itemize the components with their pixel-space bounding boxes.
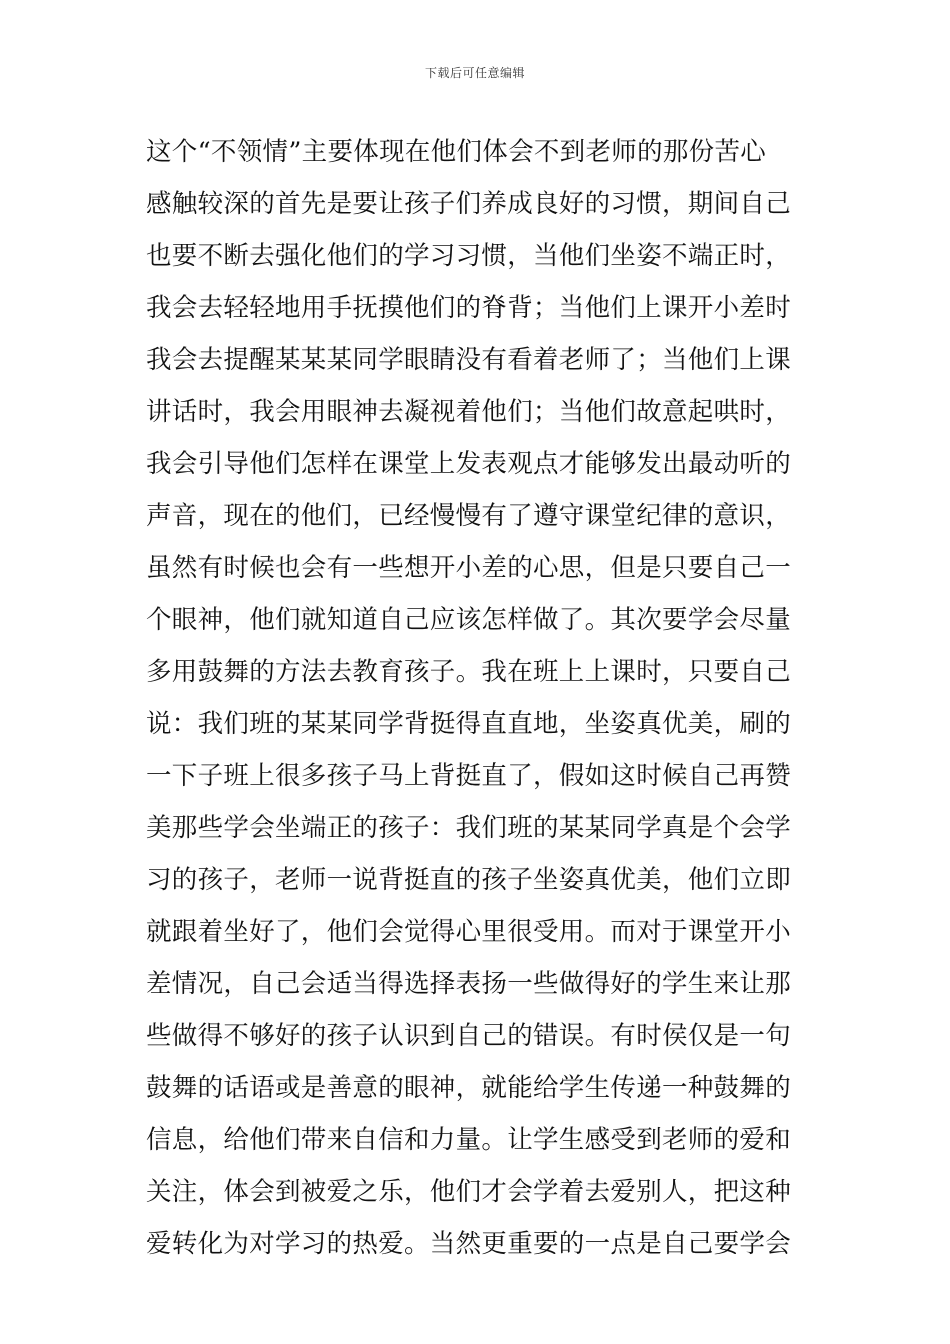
text-line: 一下子班上很多孩子马上背挺直了，假如这时候自己再赞 xyxy=(146,761,792,791)
text-line: 习的孩子，老师一说背挺直的孩子坐姿真优美，他们立即 xyxy=(146,865,792,895)
text-line: 感触较深的首先是要让孩子们养成良好的习惯，期间自己 xyxy=(146,189,792,219)
text-line: 说：我们班的某某同学背挺得直直地，坐姿真优美，刷的 xyxy=(146,709,792,739)
text-line: 声音，现在的他们，已经慢慢有了遵守课堂纪律的意识， xyxy=(146,501,792,531)
text-line: 信息，给他们带来自信和力量。让学生感受到老师的爱和 xyxy=(146,1125,792,1155)
text-line: 我会去提醒某某某同学眼睛没有看着老师了；当他们上课 xyxy=(146,345,792,375)
body-text xyxy=(146,126,810,1270)
text-line: 多用鼓舞的方法去教育孩子。我在班上上课时，只要自己 xyxy=(146,657,792,687)
text-line: 美那些学会坐端正的孩子：我们班的某某同学真是个会学 xyxy=(146,813,792,843)
text-line: 我会去轻轻地用手抚摸他们的脊背；当他们上课开小差时 xyxy=(146,293,792,323)
text-line: 差情况，自己会适当得选择表扬一些做得好的学生来让那 xyxy=(146,969,792,999)
text-line: 爱转化为对学习的热爱。当然更重要的一点是自己要学会 xyxy=(146,1229,792,1259)
text-line: 些做得不够好的孩子认识到自己的错误。有时侯仅是一句 xyxy=(146,1021,792,1051)
text-line: 我会引导他们怎样在课堂上发表观点才能够发出最动听的 xyxy=(146,449,792,479)
text-line: 讲话时，我会用眼神去凝视着他们；当他们故意起哄时， xyxy=(146,397,792,427)
text-line: 就跟着坐好了，他们会觉得心里很受用。而对于课堂开小 xyxy=(146,917,792,947)
text-line: 这个“不领情”主要体现在他们体会不到老师的那份苦心 xyxy=(146,137,767,167)
text-line: 虽然有时候也会有一些想开小差的心思，但是只要自己一 xyxy=(146,553,792,583)
page-header: 下载后可任意编辑 xyxy=(424,66,525,80)
text-line: 鼓舞的话语或是善意的眼神，就能给学生传递一种鼓舞的 xyxy=(146,1073,792,1103)
text-line: 关注，体会到被爱之乐，他们才会学着去爱别人，把这种 xyxy=(146,1177,792,1207)
text-line: 也要不断去强化他们的学习习惯，当他们坐姿不端正时， xyxy=(146,241,792,271)
text-line: 个眼神，他们就知道自己应该怎样做了。其次要学会尽量 xyxy=(146,605,792,635)
